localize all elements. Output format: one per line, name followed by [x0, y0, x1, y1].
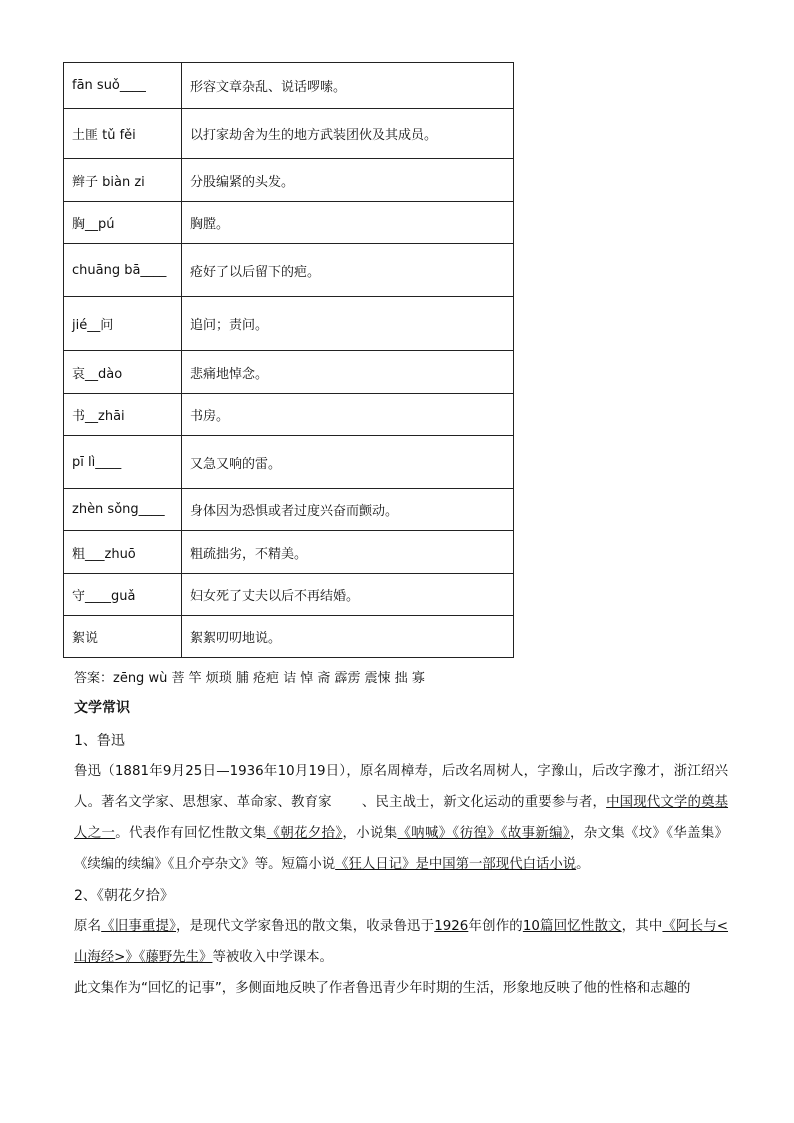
definition-cell: 分股编紧的头发。	[182, 159, 514, 202]
text-run: 年创作的	[468, 919, 523, 934]
term-cell: 土匪 tǔ fěi	[64, 109, 182, 159]
table-row	[64, 531, 514, 574]
term-cell: 守____guǎ	[64, 574, 182, 616]
zhaohua-heading: 2、《朝花夕拾》	[74, 888, 174, 904]
text-run: 原名	[74, 919, 102, 934]
table-row	[64, 244, 514, 297]
text-run: 。	[576, 857, 590, 872]
table-row	[64, 159, 514, 202]
underlined-text: 《呐喊》《彷徨》《故事新编》	[397, 826, 570, 841]
term-cell: 哀__dào	[64, 351, 182, 394]
underlined-text: 《朝花夕拾》	[266, 826, 343, 841]
term-cell: 书__zhāi	[64, 394, 182, 436]
term-cell: 辫子 biàn zi	[64, 159, 182, 202]
definition-cell: 身体因为恐惧或者过度兴奋而颤动。	[182, 489, 514, 531]
term-cell: pī lì____	[64, 436, 182, 489]
definition-cell: 妇女死了丈夫以后不再结婚。	[182, 574, 514, 616]
luxun-paragraph	[74, 756, 728, 880]
table-row	[64, 202, 514, 244]
section-title: 文学常识	[74, 700, 130, 716]
definition-cell: 悲痛地悼念。	[182, 351, 514, 394]
table-row	[64, 109, 514, 159]
table-row	[64, 489, 514, 531]
term-cell: chuāng bā____	[64, 244, 182, 297]
underlined-text: 中国现代文学的奠基人之一	[74, 795, 729, 841]
zhaohua-paragraph	[74, 911, 728, 973]
term-cell: 胸__pú	[64, 202, 182, 244]
underlined-text: 《阿长与<山海经>》《藤野先生》	[74, 919, 729, 965]
definition-cell: 书房。	[182, 394, 514, 436]
text-run: ，是现代文学家鲁迅的散文集，收录鲁迅于	[176, 919, 435, 934]
text-run: ，其中	[621, 919, 663, 934]
text-run: 鲁迅（1881年9月25日—1936年10月19日），原名周樟寿，后改名周树人，字豫山，后改字豫才，浙江绍兴人。著名文学家、思想家、革命家、教育家	[74, 764, 728, 810]
definition-cell: 以打家劫舍为生的地方武装团伙及其成员。	[182, 109, 514, 159]
underlined-text: 10篇回忆性散文	[522, 919, 622, 934]
underlined-text: 《旧事重提》	[101, 919, 177, 934]
definition-cell: 絮絮叨叨地说。	[182, 616, 514, 658]
underlined-text: 《狂人日记》是中国第一部现代白话小说	[335, 857, 577, 872]
definition-cell: 形容文章杂乱、说话啰嗦。	[182, 63, 514, 109]
term-cell: jié__问	[64, 297, 182, 351]
term-cell: zhèn sǒng____	[64, 489, 182, 531]
definition-cell: 胸膛。	[182, 202, 514, 244]
table-row	[64, 616, 514, 658]
term-cell: 粗___zhuō	[64, 531, 182, 574]
definition-cell: 又急又响的雷。	[182, 436, 514, 489]
answer-line: 答案：zēng wù 菩 竿 烦琐 脯 疮疤 诘 悼 斋 霹雳 震悚 拙 寡	[74, 671, 425, 686]
text-run: 、民主战士，新文化运动的重要参与者，	[361, 795, 607, 810]
table-row	[64, 297, 514, 351]
table-row	[64, 574, 514, 616]
vocabulary-table	[63, 62, 514, 658]
table-row	[64, 63, 514, 109]
table-row	[64, 351, 514, 394]
definition-cell: 粗疏拙劣，不精美。	[182, 531, 514, 574]
luxun-heading: 1、鲁迅	[74, 733, 125, 749]
table-row	[64, 436, 514, 489]
text-run: ，小说集	[342, 826, 398, 841]
term-cell: 絮说	[64, 616, 182, 658]
text-run: 等被收入中学课本。	[212, 950, 333, 965]
term-cell: fān suǒ____	[64, 63, 182, 109]
text-run: ，杂文集《坟》《华盖集》《续编的续编》《且介亭杂文》等。短篇小说	[74, 826, 728, 872]
zhaohua-paragraph-2: 此文集作为“回忆的记事”，多侧面地反映了作者鲁迅青少年时期的生活，形象地反映了他的性格和志趣的	[74, 981, 691, 996]
text-run: 。代表作有回忆性散文集	[115, 826, 267, 841]
table-row	[64, 394, 514, 436]
definition-cell: 追问；责问。	[182, 297, 514, 351]
definition-cell: 疮好了以后留下的疤。	[182, 244, 514, 297]
underlined-text: 1926	[434, 919, 469, 934]
